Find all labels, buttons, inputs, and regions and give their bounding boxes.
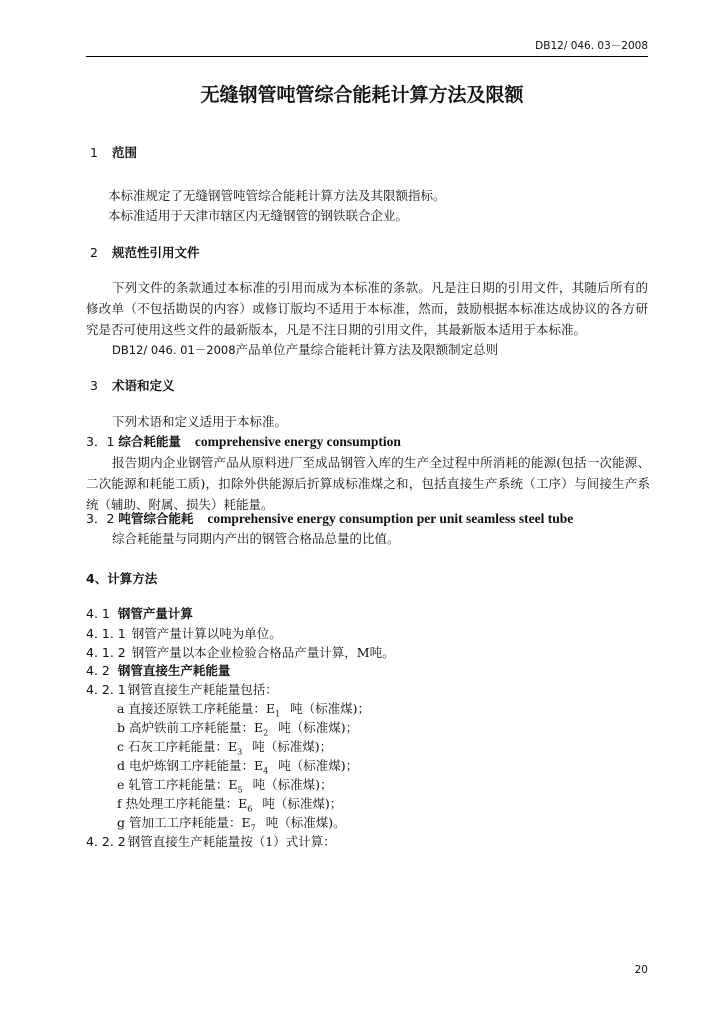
section-2-heading [90, 243, 200, 261]
paragraph-line: 统（辅助、附属、损失）耗能量。 [86, 497, 274, 512]
header-rule [86, 56, 648, 57]
list-item [117, 756, 358, 776]
item-label: e 轧管工序耗能量： [117, 777, 229, 792]
reference-line [112, 340, 498, 358]
section-title: 规范性引用文件 [112, 245, 200, 260]
clause-4-1-2 [86, 643, 395, 661]
page-title: 无缝钢管吨管综合能耗计算方法及限额 [200, 84, 524, 106]
clause-4-2-2 [86, 832, 336, 850]
section-number: 4. 2 [86, 663, 110, 678]
item-label: c 石灰工序耗能量： [117, 739, 228, 754]
reference-code: DB12/ 046. 01－2008 [112, 343, 236, 357]
term-number: 3．1 [86, 434, 115, 449]
item-symbol: E [253, 758, 264, 773]
term-3-1 [86, 432, 401, 450]
paragraph-line: 报告期内企业钢管产品从原料进厂至成品钢管入库的生产全过程中所消耗的能源(包括一次能源、 [112, 455, 650, 470]
item-subscript: 6 [247, 804, 253, 814]
paragraph-line: 二次能源和耗能工质)，扣除外供能源后折算成标准煤之和，包括直接生产系统（工序）与间接生产系 [86, 476, 650, 491]
item-subscript: 3 [237, 747, 243, 757]
item-unit: 吨（标准煤)； [278, 720, 359, 735]
section-title: 范围 [112, 145, 138, 160]
list-item [117, 718, 358, 738]
paragraph-line: 究是否可使用这些文件的最新版本，凡是不注日期的引用文件，其最新版本适用于本标准。 [86, 322, 587, 337]
item-unit: 吨（标准煤)； [290, 701, 371, 716]
clause-text: 钢管产量以本企业检验合格品产量计算，M吨。 [131, 645, 395, 660]
item-label: a 直接还原铁工序耗能量： [117, 701, 266, 716]
paragraph-line: 本标准规定了无缝钢管吨管综合能耗计算方法及其限额指标。 [108, 188, 446, 203]
clause-4-2-1 [86, 680, 278, 698]
item-symbol: E [253, 720, 264, 735]
item-symbol: E [241, 815, 251, 830]
item-subscript: 4 [263, 766, 269, 776]
list-item [117, 813, 346, 833]
item-unit: 吨（标准煤)； [252, 777, 333, 792]
item-unit: 吨（标准煤)； [252, 739, 333, 754]
section-number: 1 [90, 145, 98, 160]
item-subscript: 7 [250, 823, 256, 833]
term-3-2 [86, 509, 573, 527]
paragraph-line: 下列文件的条款通过本标准的引用而成为本标准的条款。凡是注日期的引用文件，其随后所有的 [112, 280, 648, 295]
page-number: 20 [634, 964, 648, 976]
item-symbol: E [265, 701, 276, 716]
list-item [117, 775, 332, 795]
term-name: 综合耗能量 [118, 434, 181, 449]
item-subscript: 5 [237, 785, 243, 795]
item-symbol: E [228, 777, 238, 792]
clause-text: 钢管直接生产耗能量按（1）式计算： [127, 834, 336, 849]
section-number: 2 [90, 245, 98, 260]
section-title: 钢管直接生产耗能量 [117, 663, 231, 678]
section-4-heading: 4、计算方法 [86, 571, 158, 586]
section-title: 钢管产量计算 [117, 606, 193, 621]
item-label: g 管加工工序耗能量： [117, 815, 242, 830]
term-number: 3．2 [86, 511, 115, 526]
list-item [117, 794, 342, 814]
item-symbol: E [238, 796, 248, 811]
section-number: 4. 1 [86, 606, 110, 621]
item-label: f 热处理工序耗能量： [117, 796, 239, 811]
item-unit: 吨（标准煤)； [262, 796, 343, 811]
item-subscript: 2 [263, 728, 269, 738]
section-4-1-heading [86, 604, 193, 622]
list-item [117, 737, 332, 757]
clause-text: 钢管产量计算以吨为单位。 [131, 626, 282, 641]
reference-title: 产品单位产量综合能耗计算方法及限额制定总则 [235, 342, 499, 357]
item-label: b 高炉铁前工序耗能量： [117, 720, 254, 735]
clause-number: 4. 1. 1 [86, 626, 126, 641]
item-unit: 吨（标准煤)。 [265, 815, 346, 830]
term-name: 吨管综合能耗 [118, 511, 194, 526]
item-symbol: E [227, 739, 238, 754]
document-code: DB12/ 046. 03－2008 [535, 40, 648, 52]
section-4-2-heading [86, 661, 230, 679]
clause-number: 4. 1. 2 [86, 645, 126, 660]
term-english: comprehensive energy consumption per unit seamless steel tube [207, 511, 574, 526]
clause-text: 钢管直接生产耗能量包括： [127, 682, 278, 697]
paragraph-line: 下列术语和定义适用于本标准。 [112, 414, 288, 429]
clause-number: 4. 2. 1 [86, 682, 126, 697]
item-unit: 吨（标准煤)； [278, 758, 359, 773]
list-item [117, 699, 370, 719]
section-1-heading [90, 143, 137, 161]
section-number: 3 [90, 378, 98, 393]
item-subscript: 1 [275, 709, 281, 719]
paragraph-line: 综合耗能量与同期内产出的钢管合格品总量的比值。 [112, 531, 400, 546]
paragraph-line: 本标准适用于天津市辖区内无缝钢管的钢铁联合企业。 [108, 208, 409, 223]
section-title: 术语和定义 [112, 378, 175, 393]
term-english: comprehensive energy consumption [194, 434, 401, 449]
paragraph-line: 修改单（不包括勘误的内容）或修订版均不适用于本标准，然而，鼓励根据本标准达成协议的各方研 [86, 301, 648, 316]
section-3-heading [90, 376, 175, 394]
clause-4-1-1 [86, 624, 282, 642]
item-label: d 电炉炼钢工序耗能量： [117, 758, 254, 773]
clause-number: 4. 2. 2 [86, 834, 126, 849]
